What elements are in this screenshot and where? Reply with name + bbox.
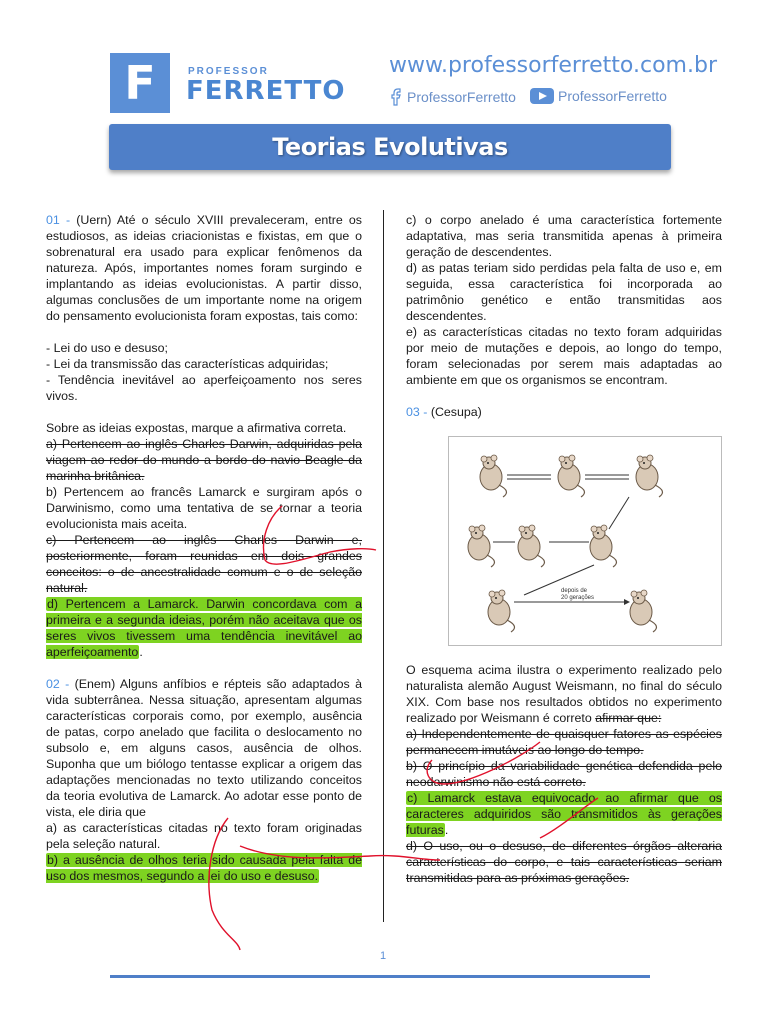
facebook-icon <box>389 88 403 106</box>
ferretto-logo <box>110 53 170 113</box>
q3-intro <box>406 662 722 726</box>
q2-option-c: c) o corpo anelado é uma característica fortemente adaptativa, mas seria transmitida apenas à primeira geração de descendentes. <box>406 213 722 259</box>
q3-number: 03 - <box>406 405 428 419</box>
rat-1 <box>480 455 506 497</box>
q1-option-a: a) Pertencem ao inglês Charles Darwin, adquiridas pela viagem ao redor do mundo a bordo do navio Beagle da marinha britânica. <box>46 437 362 483</box>
q2-intro-text: (Enem) Alguns anfíbios e répteis são adaptados à vida subterrânea. Nessa situação, apresentam algumas características corporais como, por exemplo, ausência de patas, corpo anelado que facilita o deslocamento no subsolo e, em alguns casos, ausência de olhos. Suponha que um biólogo tentasse explicar a origem das adaptações mencionadas no texto utilizando conceitos da teoria evolutiva de Lamarck. Ao adotar esse ponto de vista, ele diria que <box>46 677 362 819</box>
weismann-figure <box>448 436 722 646</box>
q2-number: 02 - <box>46 677 70 691</box>
q3-option-c <box>406 790 722 838</box>
q1-option-d-highlight: d) Pertencem a Lamarck. Darwin concordava com a primeira e a segunda ideias, porém não aceitava que os seres vivos tivessem uma tendência inevitável ao aperfeiçoamento <box>46 597 362 659</box>
weismann-diagram <box>449 437 721 645</box>
q1-number: 01 - <box>46 213 71 227</box>
facebook-label: ProfessorFerretto <box>407 89 516 105</box>
q1-option-d-tail: . <box>139 645 143 659</box>
right-column <box>406 212 722 886</box>
arrowhead-5 <box>624 599 630 605</box>
q3-option-d: d) O uso, ou o desuso, de diferentes órgãos alteraria características do corpo, e tais características seriam transmitidas para as próximas gerações. <box>406 839 722 885</box>
page-number: 1 <box>380 950 387 962</box>
q3-intro-strike: afirmar que: <box>595 711 662 725</box>
youtube-icon <box>530 88 554 104</box>
rat-4 <box>468 525 494 567</box>
rat-6 <box>590 525 616 567</box>
rat-2 <box>558 455 584 497</box>
q1-bullet-2: - Lei da transmissão das características adquiridas; <box>46 357 329 371</box>
q3-header <box>406 404 722 420</box>
rat-7 <box>488 590 514 632</box>
figure-label-line1: depois de <box>561 588 588 594</box>
q1-option-b: b) Pertencem ao francês Lamarck e surgiram após o Darwinismo, como uma tentativa de se tornar a teoria evolucionista mais aceita. <box>46 485 362 531</box>
q2-intro <box>46 676 362 820</box>
left-column <box>46 212 362 884</box>
q2-option-e: e) as características citadas no texto foram adquiridas por meio de mutações e depois, ao longo do tempo, foram selecionadas por serem mais adaptadas ao ambiente em que os organismos se encontram. <box>406 325 722 387</box>
q2-option-a: a) as características citadas no texto foram originadas pela seleção natural. <box>46 821 362 851</box>
rat-5 <box>518 525 544 567</box>
arrow-6 <box>609 497 629 529</box>
q1-bullet-1: - Lei do uso e desuso; <box>46 341 168 355</box>
figure-label <box>561 588 594 601</box>
logo-letter: F <box>124 56 156 110</box>
rat-8 <box>630 590 656 632</box>
figure-label-line2: 20 gerações <box>561 595 595 601</box>
q3-source: (Cesupa) <box>430 405 482 419</box>
q3-option-a: a) Independentemente de quaisquer fatores as espécies permanecem imutáveis ao longo do tempo. <box>406 727 722 757</box>
page-title: Teorias Evolutivas <box>272 133 508 161</box>
site-url[interactable]: www.professorferretto.com.br <box>389 53 717 78</box>
q1-prompt: Sobre as ideias expostas, marque a afirmativa correta. <box>46 421 347 435</box>
q2-option-b <box>46 852 362 884</box>
q1-intro-text: (Uern) Até o século XVIII prevaleceram, entre os estudiosos, as ideias criacionistas e fixistas, em que o sobrenatural era usado para explicar fenômenos da natureza. Após, importantes nomes foram surgindo e implantando as ideias evolucionistas. A partir disso, algumas conclusões de um importante nome na origem do pensamento evolucionista foram expostas, tais como: <box>46 213 362 323</box>
column-divider <box>383 210 384 922</box>
youtube-link[interactable] <box>530 88 667 104</box>
footer-rule <box>110 975 650 978</box>
q3-intro-text: O esquema acima ilustra o experimento realizado pelo naturalista alemão August Weismann, no final do século XIX. Com base nos resultados obtidos no experimento realizado por Weismann é correto <box>406 663 722 725</box>
facebook-link[interactable] <box>389 88 516 106</box>
title-banner <box>109 124 671 170</box>
q1-option-d <box>46 596 362 660</box>
youtube-label: ProfessorFerretto <box>558 88 667 104</box>
rat-3 <box>636 455 662 497</box>
q2-option-d: d) as patas teriam sido perdidas pela falta de uso e, em seguida, essa característica foi incorporada ao patrimônio genético e então transmitidas aos descendentes. <box>406 261 722 323</box>
q1-option-c: c) Pertencem ao inglês Charles Darwin e, posteriormente, foram reunidas em dois grandes conceitos: o de ancestralidade comum e o de seleção natural. <box>46 533 362 595</box>
q1-intro <box>46 212 362 324</box>
q3-option-c-tail: . <box>444 823 449 837</box>
q3-option-b: b) O princípio da variabilidade genética defendida pelo neodarwinismo não está correto. <box>406 759 722 789</box>
brand-small: PROFESSOR <box>188 66 269 77</box>
q1-bullet-3: - Tendência inevitável ao aperfeiçoamento nos seres vivos. <box>46 373 362 403</box>
q2-option-b-highlight: b) a ausência de olhos teria sido causada pela falta de uso dos mesmos, segundo a lei do uso e desuso. <box>46 853 362 883</box>
q3-option-c-highlight: c) Lamarck estava equivocado ao afirmar que os caracteres adquiridos são transmitidos às gerações futuras <box>406 791 722 837</box>
brand-big: FERRETTO <box>186 76 346 106</box>
